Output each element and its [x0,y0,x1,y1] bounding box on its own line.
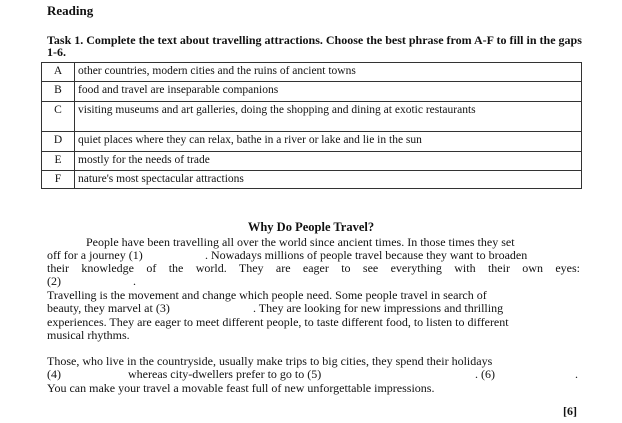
option-text: visiting museums and art galleries, doing the shopping and dining at exotic restaurants [75,102,582,132]
text-line-10d: . [575,367,578,381]
text-line-1: People have been travelling all over the world since ancient times. In those times they set [86,235,515,249]
text-line-2a: off for a journey (1) [47,248,143,262]
option-letter: E [42,152,75,171]
option-text: mostly for the needs of trade [75,152,582,171]
option-row-d [42,132,582,152]
text-line-6a: beauty, they marvel at (3) [47,301,170,315]
option-row-b [42,82,582,102]
option-row-c [42,102,582,132]
score-mark: [6] [563,404,577,418]
text-line-4: (2) [47,274,61,288]
option-letter: C [42,102,75,132]
option-row-a [42,63,582,82]
text-line-11: You can make your travel a movable feast full of new unforgettable impressions. [47,381,435,395]
section-heading: Reading [47,3,94,18]
option-letter: B [42,82,75,102]
text-line-8: musical rhythms. [47,328,130,342]
text-line-7: experiences. They are eager to meet different people, to taste different food, to listen to different [47,315,509,329]
task-instructions: Task 1. Complete the text about travelling attractions. Choose the best phrase from A-F to fill in the gaps 1-6. [47,33,582,59]
option-letter: A [42,63,75,82]
option-text: quiet places where they can relax, bathe in a river or lake and lie in the sun [75,132,582,152]
option-text: nature's most spectacular attractions [75,171,582,189]
text-line-6b: . They are looking for new impressions and thrilling [253,301,504,315]
text-title: Why Do People Travel? [247,220,375,234]
text-line-9: Those, who live in the countryside, usually make trips to big cities, they spend their holidays [47,354,493,368]
options-table [41,62,582,189]
text-line-10a: (4) [47,367,61,381]
text-line-2b: . Nowadays millions of people travel because they want to broaden [205,248,528,262]
option-text: other countries, modern cities and the ruins of ancient towns [75,63,582,82]
option-row-e [42,152,582,171]
text-line-3: their knowledge of the world. They are eager to see everything with their own eyes: [47,261,580,275]
option-text: food and travel are inseparable companions [75,82,582,102]
option-row-f [42,171,582,189]
text-line-4-end: . [133,274,136,288]
text-line-10b: whereas city-dwellers prefer to go to (5) [128,367,322,381]
text-line-10c: . (6) [475,367,495,381]
text-line-5: Travelling is the movement and change which people need. Some people travel in search of [47,288,487,302]
option-letter: F [42,171,75,189]
option-letter: D [42,132,75,152]
